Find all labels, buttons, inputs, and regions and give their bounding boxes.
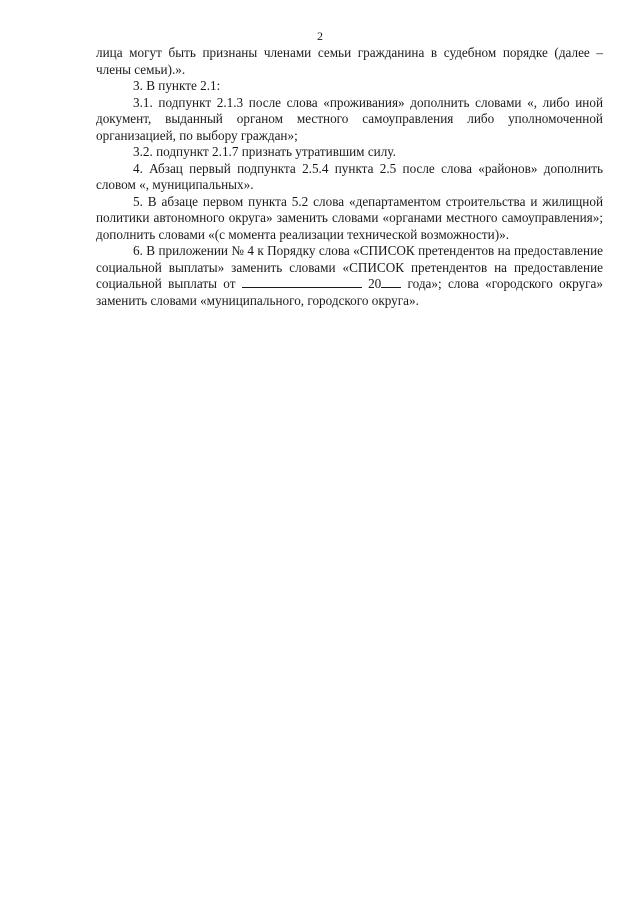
paragraph-item-3-2: 3.2. подпункт 2.1.7 признать утратившим силу. — [133, 144, 396, 159]
paragraph-item-4: 4. Абзац первый подпункта 2.5.4 пункта 2.5 после слова «районов» дополнить словом «, муниципальных». — [96, 160, 603, 192]
paragraph-item-3: 3. В пункте 2.1: — [133, 78, 221, 93]
year-blank-line — [381, 276, 401, 288]
date-blank-line — [242, 276, 362, 288]
paragraph-item-6-tail: года»; слова «городского округа» заменить словами «муниципального, городского округа». — [96, 276, 603, 308]
paragraph-continuation: лица могут быть признаны членами семьи гражданина в судебном порядке (далее – члены семьи).». — [96, 45, 603, 77]
year-prefix: 20 — [368, 276, 382, 291]
paragraph-item-6-text: 6. В приложении № 4 к Порядку слова «СПИСОК претендентов на предоставление социальной выплаты» заменить словами «СПИСОК претендентов на предоставление социальной выплаты от — [96, 243, 603, 291]
paragraph-item-3-1: 3.1. подпункт 2.1.3 после слова «проживания» дополнить словами «, либо иной документ, выданный органом местного самоуправления либо уполномоченной организацией, по выбору граждан»; — [96, 94, 603, 143]
document-body — [96, 45, 603, 309]
paragraph-item-5: 5. В абзаце первом пункта 5.2 слова «департаментом строительства и жилищной политики автономного округа» заменить словами «органами местного самоуправления»; дополнить словами «(с момента реализации технической возможности)». — [96, 193, 603, 242]
page-number: 2 — [317, 29, 323, 43]
paragraph-item-6 — [96, 243, 603, 309]
